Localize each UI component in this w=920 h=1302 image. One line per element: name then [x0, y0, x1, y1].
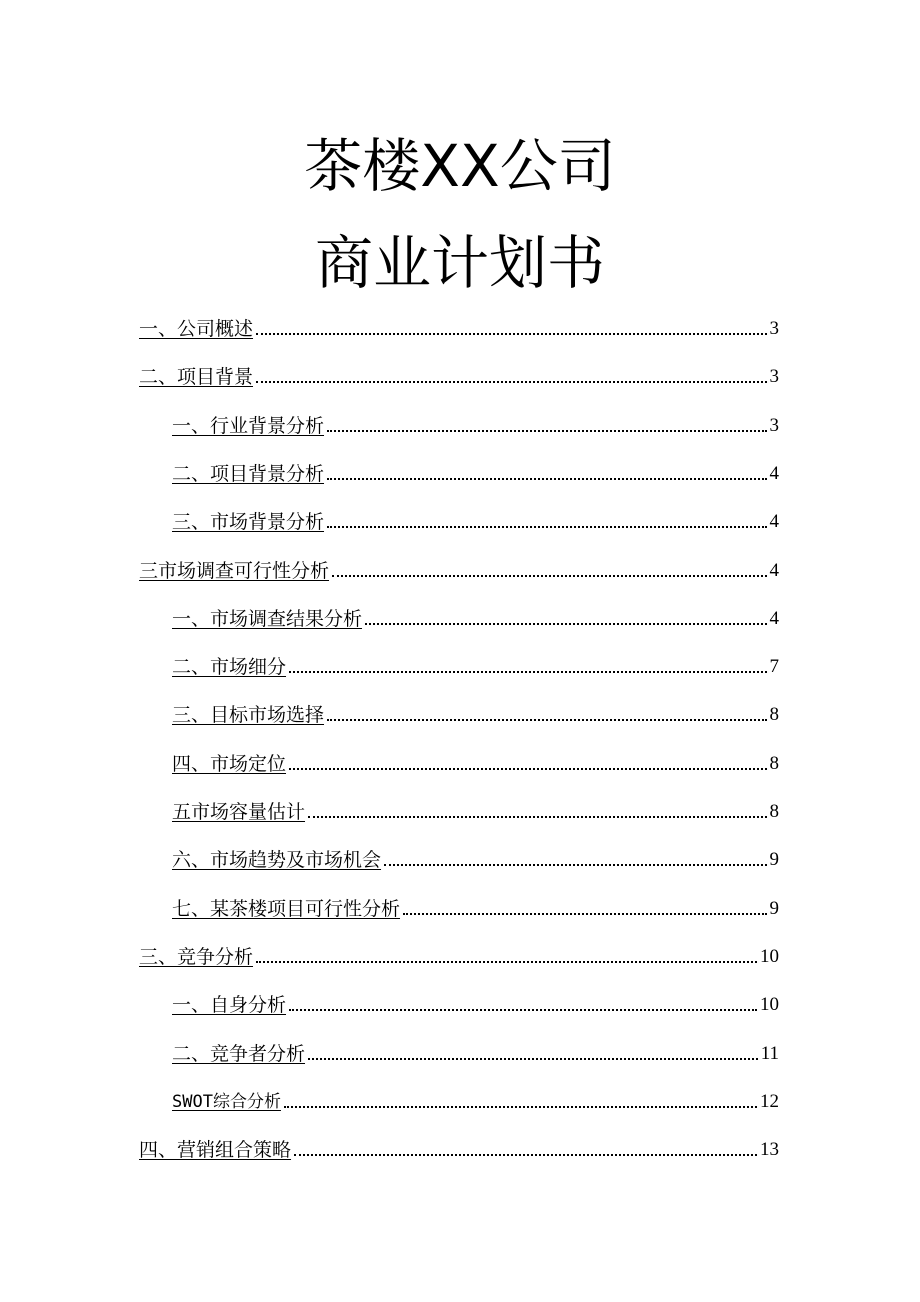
- toc-entry[interactable]: [139, 311, 779, 341]
- toc-entry-page-number: 9: [769, 849, 779, 871]
- toc-dot-leader: [289, 1008, 757, 1011]
- toc-entry-page-number: 11: [760, 1042, 779, 1064]
- toc-entry-page-number: 10: [760, 994, 779, 1016]
- toc-entry-label[interactable]: 一、公司概述: [139, 318, 254, 340]
- toc-entry-page-number: 8: [769, 801, 779, 822]
- document-title-line1: 茶楼XX公司: [304, 132, 616, 200]
- toc-entry[interactable]: [172, 746, 779, 776]
- toc-dot-leader: [308, 815, 766, 818]
- toc-entry-label[interactable]: 一、市场调查结果分析: [172, 607, 363, 630]
- toc-dot-leader: [384, 863, 766, 866]
- toc-entry-page-number: 7: [769, 656, 779, 678]
- toc-entry-label[interactable]: 四、营销组合策略: [139, 1139, 292, 1162]
- toc-entry-page-number: 9: [769, 897, 779, 919]
- toc-entry[interactable]: [139, 553, 779, 583]
- toc-entry[interactable]: [172, 1084, 779, 1114]
- toc-entry-label[interactable]: 五市场容量估计: [172, 801, 306, 823]
- toc-entry-page-number: 4: [769, 559, 779, 581]
- toc-dot-leader: [327, 429, 766, 432]
- toc-entry-label[interactable]: 二、竞争者分析: [172, 1042, 306, 1065]
- toc-entry[interactable]: [172, 891, 779, 921]
- toc-entry-label[interactable]: SWOT综合分析: [172, 1091, 281, 1112]
- toc-entry-label[interactable]: 三市场调查可行性分析: [139, 559, 330, 582]
- toc-dot-leader: [294, 1153, 757, 1156]
- toc-entry-label[interactable]: 二、项目背景分析: [172, 462, 325, 485]
- toc-entry-page-number: 13: [760, 1139, 779, 1161]
- toc-entry-label[interactable]: 二、市场细分: [172, 656, 287, 679]
- toc-entry-label[interactable]: 三、竞争分析: [139, 945, 254, 968]
- toc-entry-label[interactable]: 四、市场定位: [172, 752, 287, 775]
- toc-entry-label[interactable]: 三、目标市场选择: [172, 704, 325, 727]
- toc-entry-page-number: 10: [760, 945, 779, 967]
- toc-entry-page-number: 4: [769, 511, 779, 533]
- toc-entry-label[interactable]: 二、项目背景: [139, 366, 254, 389]
- toc-entry[interactable]: [172, 842, 779, 872]
- toc-entry-page-number: 8: [769, 752, 779, 774]
- toc-dot-leader: [289, 767, 766, 770]
- toc-entry-page-number: 3: [769, 414, 779, 436]
- toc-entry[interactable]: [139, 939, 779, 969]
- toc-entry[interactable]: [172, 601, 779, 631]
- document-title-line2: 商业计划书: [314, 229, 605, 297]
- toc-entry[interactable]: [172, 697, 779, 727]
- toc-entry[interactable]: [139, 1132, 779, 1162]
- toc-entry[interactable]: [172, 456, 779, 486]
- toc-entry-label[interactable]: 三、市场背景分析: [172, 511, 325, 534]
- toc-dot-leader: [327, 525, 766, 528]
- toc-entry-label[interactable]: 一、自身分析: [172, 994, 287, 1017]
- toc-entry-page-number: 8: [769, 704, 779, 726]
- toc-entry[interactable]: [172, 794, 779, 824]
- toc-dot-leader: [308, 1057, 758, 1060]
- toc-dot-leader: [256, 960, 757, 963]
- toc-entry[interactable]: [172, 504, 779, 534]
- toc-entry-page-number: 3: [769, 318, 779, 339]
- toc-entry-page-number: 4: [769, 607, 779, 629]
- toc-dot-leader: [284, 1105, 757, 1108]
- toc-dot-leader: [365, 622, 766, 625]
- toc-entry-label[interactable]: 六、市场趋势及市场机会: [172, 849, 382, 872]
- toc-entry-label[interactable]: 一、行业背景分析: [172, 414, 325, 437]
- toc-dot-leader: [327, 718, 766, 721]
- toc-entry[interactable]: [139, 359, 779, 389]
- toc-dot-leader: [403, 912, 766, 915]
- toc-dot-leader: [332, 574, 766, 577]
- toc-entry-page-number: 12: [760, 1090, 779, 1112]
- toc-dot-leader: [289, 670, 766, 673]
- toc-dot-leader: [327, 477, 766, 480]
- toc-dot-leader: [256, 380, 766, 383]
- toc-entry-page-number: 4: [769, 462, 779, 484]
- toc-entry[interactable]: [172, 408, 779, 438]
- toc-entry-label[interactable]: 七、某茶楼项目可行性分析: [172, 897, 401, 920]
- toc-entry[interactable]: [172, 1036, 779, 1066]
- toc-entry[interactable]: [172, 987, 779, 1017]
- toc-entry-page-number: 3: [769, 366, 779, 388]
- toc-dot-leader: [256, 332, 766, 335]
- toc-entry[interactable]: [172, 649, 779, 679]
